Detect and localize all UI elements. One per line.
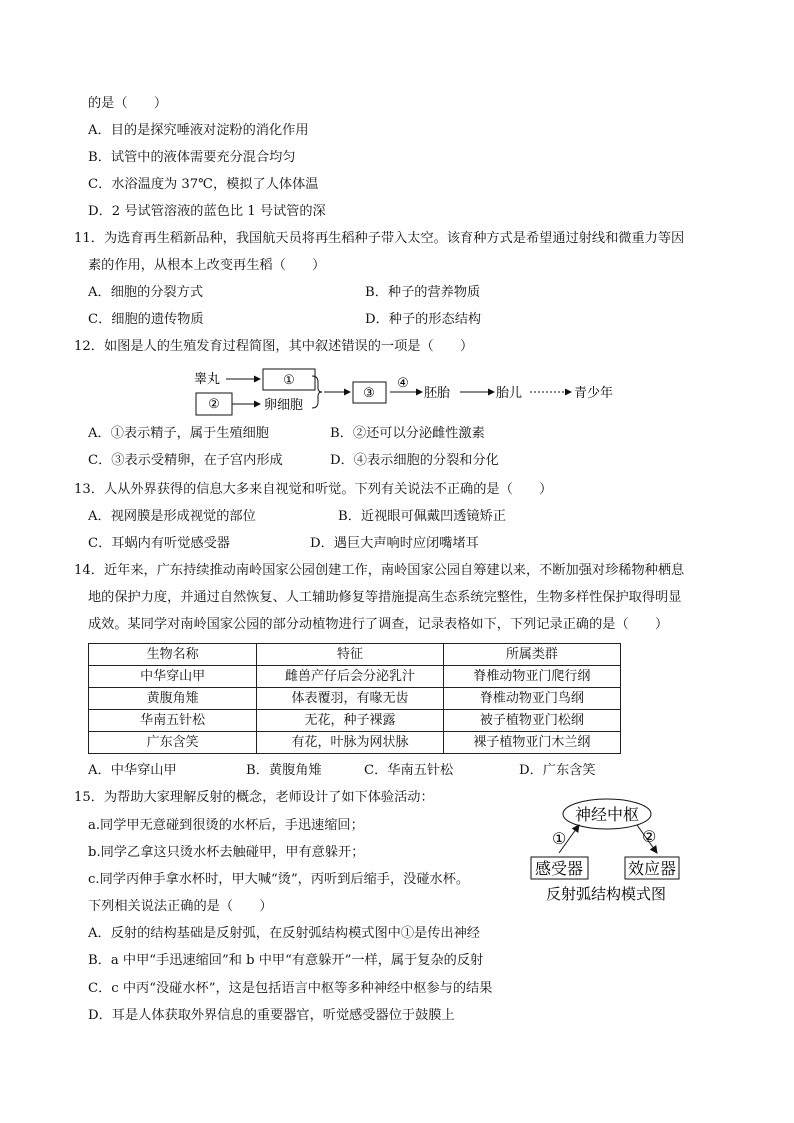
q12-option-a[interactable]: A．①表示精子，属于生殖细胞	[88, 426, 269, 441]
table-cell: 有花，叶脉为网状脉	[257, 732, 443, 754]
q14-option-c[interactable]: C．华南五针松	[364, 763, 454, 778]
step-4-label: ④	[397, 376, 409, 391]
q13-stem: 13．人从外界获得的信息大多来自视觉和听觉。下列有关说法不正确的是（ ）	[74, 482, 553, 497]
table-cell: 脊椎动物亚门鸟纲	[443, 688, 620, 710]
table-cell: 中华穿山甲	[89, 666, 257, 688]
q15-item-c: c.同学丙伸手拿水杯时，甲大喊“烫”，丙听到后缩手，没碰水杯。	[88, 872, 470, 887]
box-3-label: ③	[363, 386, 375, 401]
q11-stem-line2: 素的作用，从根本上改变再生稻（ ）	[88, 258, 326, 273]
q11-option-a[interactable]: A．细胞的分裂方式	[88, 285, 204, 300]
table-row	[89, 710, 621, 732]
pathway-1-label: ①	[552, 829, 567, 848]
q10-stem-tail: 的是（ ）	[88, 96, 168, 111]
q12-option-b[interactable]: B．②还可以分泌雌性激素	[330, 426, 485, 441]
q10-option-d[interactable]: D．2 号试管溶液的蓝色比 1 号试管的深	[88, 204, 326, 219]
table-cell: 裸子植物亚门木兰纲	[443, 732, 620, 754]
q12-option-c[interactable]: C．③表示受精卵，在子宫内形成	[88, 453, 283, 468]
q10-option-b[interactable]: B．试管中的液体需要充分混合均匀	[88, 150, 296, 165]
q14-stem-line3: 成效。某同学对南岭国家公园的部分动植物进行了调查，记录表格如下，下列记录正确的是（ ）	[88, 617, 669, 632]
q14-stem-line2: 地的保护力度，并通过自然恢复、人工辅助修复等措施提高生态系统完整性，生物多样性保护取得明显	[88, 590, 682, 605]
q11-option-b[interactable]: B．种子的营养物质	[365, 285, 481, 300]
reflex-arc-diagram	[524, 797, 714, 905]
table-header: 特征	[257, 644, 443, 666]
receptor-label: 感受器	[534, 859, 584, 878]
q15-option-b[interactable]: B．a 中甲“手迅速缩回”和 b 中甲“有意躲开”一样，属于复杂的反射	[88, 953, 484, 968]
fetus-label: 胎儿	[496, 386, 523, 401]
q12-option-d[interactable]: D．④表示细胞的分裂和分化	[330, 453, 499, 468]
box-2-label: ②	[208, 397, 220, 412]
q15-item-b: b.同学乙拿这只烫水杯去触碰甲，甲有意躲开；	[88, 845, 365, 860]
table-row	[89, 688, 621, 710]
box-1-label: ①	[283, 373, 295, 388]
table-cell: 体表覆羽，有喙无齿	[257, 688, 443, 710]
table-cell: 黄腹角雉	[89, 688, 257, 710]
table-row	[89, 666, 621, 688]
q13-option-b[interactable]: B．近视眼可佩戴凹透镜矫正	[338, 509, 506, 524]
egg-label: 卵细胞	[264, 398, 304, 413]
q13-option-c[interactable]: C．耳蜗内有听觉感受器	[88, 536, 230, 551]
table-cell: 华南五针松	[89, 710, 257, 732]
q11-option-c[interactable]: C．细胞的遗传物质	[88, 312, 204, 327]
q15-item-a: a.同学甲无意碰到很烫的水杯后，手迅速缩回；	[88, 818, 364, 833]
table-row	[89, 732, 621, 754]
table-cell: 雌兽产仔后会分泌乳汁	[257, 666, 443, 688]
youth-label: 青少年	[574, 386, 614, 401]
table-cell: 脊椎动物亚门爬行纲	[443, 666, 620, 688]
embryo-label: 胚胎	[424, 386, 451, 401]
q15-option-d[interactable]: D．耳是人体获取外界信息的重要器官，听觉感受器位于鼓膜上	[88, 1008, 455, 1023]
q10-option-a[interactable]: A．目的是探究唾液对淀粉的消化作用	[88, 123, 309, 138]
q13-option-d[interactable]: D．遇巨大声响时应闭嘴堵耳	[310, 536, 479, 551]
nerve-center-label: 神经中枢	[574, 805, 640, 824]
testis-label: 睾丸	[194, 372, 221, 387]
table-cell: 被子植物亚门松纲	[443, 710, 620, 732]
table-header: 所属类群	[443, 644, 620, 666]
q15-option-a[interactable]: A．反射的结构基础是反射弧，在反射弧结构模式图中①是传出神经	[88, 926, 480, 941]
q15-option-c[interactable]: C．c 中丙“没碰水杯”，这是包括语言中枢等多种神经中枢参与的结果	[88, 981, 493, 996]
pathway-2-label: ②	[642, 827, 657, 846]
diagram-caption: 反射弧结构模式图	[545, 885, 667, 903]
q11-stem-line1: 11．为选育再生稻新品种，我国航天员将再生稻种子带入太空。该育种方式是希望通过射线和微重力等因	[74, 231, 685, 246]
q14-stem-line1: 14．近年来，广东持续推动南岭国家公园创建工作，南岭国家公园自筹建以来，不断加强对珍稀物种栖息	[74, 563, 685, 578]
q11-option-d[interactable]: D．种子的形态结构	[365, 312, 482, 327]
table-header-row	[89, 644, 621, 666]
q14-option-a[interactable]: A．中华穿山甲	[88, 763, 177, 778]
q12-stem: 12．如图是人的生殖发育过程简图，其中叙述错误的一项是（ ）	[74, 339, 474, 354]
q15-stem: 15．为帮助大家理解反射的概念，老师设计了如下体验活动：	[74, 790, 434, 805]
table-cell: 广东含笑	[89, 732, 257, 754]
q15-ask: 下列相关说法正确的是（ ）	[88, 899, 273, 914]
table-cell: 无花，种子裸露	[257, 710, 443, 732]
reproduction-diagram	[190, 362, 630, 420]
effector-label: 效应器	[627, 859, 677, 878]
q13-option-a[interactable]: A．视网膜是形成视觉的部位	[88, 509, 256, 524]
q10-option-c[interactable]: C．水浴温度为 37℃，模拟了人体体温	[88, 177, 319, 192]
table-header: 生物名称	[89, 644, 257, 666]
brace	[312, 376, 322, 408]
q14-option-d[interactable]: D．广东含笑	[519, 763, 596, 778]
q14-option-b[interactable]: B．黄腹角雉	[246, 763, 322, 778]
survey-table	[88, 643, 621, 754]
